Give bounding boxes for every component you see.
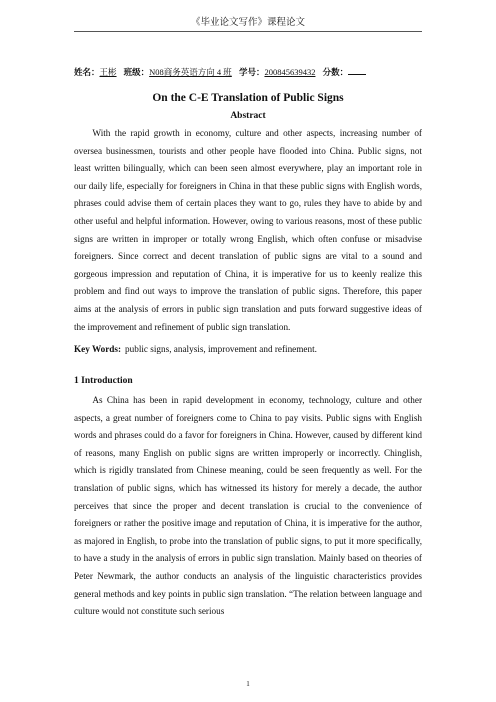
name-value: 王彬 bbox=[99, 67, 117, 77]
name-label: 姓名： bbox=[74, 67, 100, 77]
paper-title: On the C-E Translation of Public Signs bbox=[152, 92, 344, 104]
score-label: 分数： bbox=[322, 67, 349, 77]
student-id-label: 学号： bbox=[238, 67, 265, 77]
keywords-label: Key Words: bbox=[74, 344, 122, 354]
student-info-line bbox=[74, 66, 422, 78]
class-value: N08商务英语方向 4 班 bbox=[149, 67, 232, 77]
class-label: 班级： bbox=[123, 67, 150, 77]
keywords-line bbox=[74, 344, 422, 354]
abstract-heading: Abstract bbox=[230, 111, 266, 121]
student-id-value: 200845639432 bbox=[264, 67, 316, 77]
score-blank bbox=[348, 74, 366, 75]
keywords-value: public signs, analysis, improvement and refinement. bbox=[125, 344, 317, 354]
page-header: 《毕业论文写作》课程论文 bbox=[190, 18, 305, 28]
section-heading-introduction: 1 Introduction bbox=[74, 376, 133, 386]
header-divider bbox=[74, 31, 422, 32]
introduction-paragraph: As China has been in rapid development in economy, technology, culture and other aspects, a great number of foreigners come to China to pay visits. Public signs with English words and phrases could do a favor for foreigners in China. However, caused by different kind of reasons, many English on public signs are written improperly or incorrectly. Chinglish, which is rigidly translated from Chinese meaning, could be seen frequently as well. For the translation of public signs, which has witnessed its history for merely a decade, the author perceives that since the proper and decent translation is crucial to the convenience of foreigners or rather the positive image and reputation of China, it is imperative for the author, as majored in English, to probe into the translation of public signs, to put it more specifically, to have a study in the analysis of errors in public sign translation. Mainly based on theories of Peter Newmark, the author conducts an analysis of the linguistic characteristics provides general methods and key points in public sign translation. “The relation between language and culture would not constitute such serious bbox=[74, 395, 422, 617]
abstract-paragraph: With the rapid growth in economy, culture and other aspects, increasing number of oversea businessmen, tourists and other people have flooded into China. Public signs, not least written bilingually, which can been seen almost everywhere, play an important role in our daily life, especially for foreigners in China in that these public signs with English words, phrases could advise them of certain places they want to go, rules they have to abide by and other useful and helpful information. However, owing to various reasons, most of these public signs are written in improper or totally wrong English, which often confuse or misadvise foreigners. Since correct and decent translation of public signs are vital to a sound and gorgeous impression and reputation of China, it is imperative for us to keenly realize this problem and find out ways to improve the translation of public signs. Therefore, this paper aims at the analysis of errors in public sign translation and puts forward suggestive ideas of the improvement and refinement of public sign translation. bbox=[74, 128, 422, 332]
page-number: 1 bbox=[246, 680, 250, 688]
